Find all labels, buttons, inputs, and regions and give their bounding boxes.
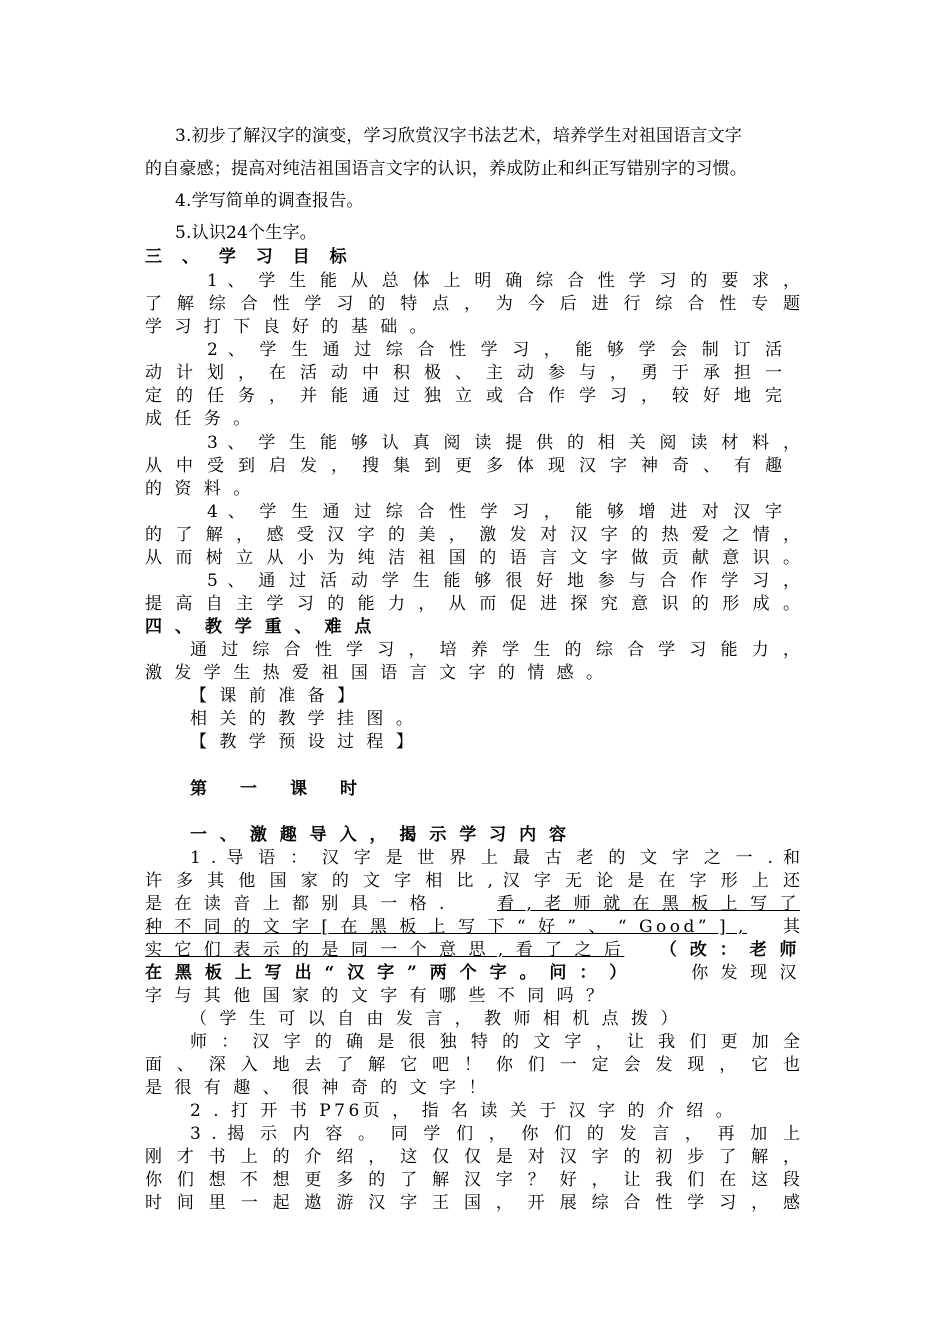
intro-line-7: 字 与 其 他 国 家 的 文 字 有 哪 些 不 同 吗 ？: [145, 986, 607, 1006]
intro-line-4-underlined: 种 不 同 的 文 字 [ 在 黑 板 上 写 下 “ 好 ” 、 “ Good” ] ,: [145, 917, 747, 937]
preparation-body: 相 关 的 教 学 挂 图 。: [190, 709, 417, 729]
goal-4: 4.学写简单的调查报告。: [175, 191, 364, 211]
intro-line-5-revision: （ 改 ： 老 师: [659, 940, 800, 960]
intro-line-3: [145, 893, 800, 915]
intro-line-3-plain: 是 在 读 音 上 都 别 具 一 格 .: [145, 894, 448, 914]
objective-3-line-1: 3 、 学 生 能 够 认 真 阅 读 提 供 的 相 关 阅 读 材 料 ，: [207, 433, 800, 453]
intro-line-5: [145, 939, 800, 961]
step-3-line-2: 刚 才 书 上 的 介 绍 ， 这 仅 仅 是 对 汉 字 的 初 步 了 解 ，: [145, 1147, 800, 1167]
objective-1-line-3: 学 习 打 下 良 好 的 基 础 。: [145, 317, 431, 337]
step-2: 2 . 打 开 书 P76页 ， 指 名 读 关 于 汉 字 的 介 绍 。: [190, 1101, 737, 1121]
step-3-line-3: 你 们 想 不 想 更 多 的 了 解 汉 字 ？ 好 ， 让 我 们 在 这 段: [145, 1170, 800, 1190]
objective-2-line-4: 成 任 务 。: [145, 409, 254, 429]
objective-4-line-3: 从 而 树 立 从 小 为 纯 洁 祖 国 的 语 言 文 字 做 贡 献 意 识 。: [145, 548, 800, 568]
lesson-1-title: 第 一 课 时: [190, 779, 365, 799]
objective-5-line-2: 提 高 自 主 学 习 的 能 力 ， 从 而 促 进 探 究 意 识 的 形 成 。: [145, 594, 800, 614]
key-points-line-1: 通 过 综 合 性 学 习 ， 培 养 学 生 的 综 合 学 习 能 力 ，: [190, 640, 800, 660]
objective-2-line-1: 2 、 学 生 通 过 综 合 性 学 习 ， 能 够 学 会 制 订 活: [207, 340, 782, 360]
objective-1-line-2: 了 解 综 合 性 学 习 的 特 点 ， 为 今 后 进 行 综 合 性 专 题: [145, 294, 800, 314]
objective-2-line-3: 定 的 任 务 ， 并 能 通 过 独 立 或 合 作 学 习 ， 较 好 地 完: [145, 386, 782, 406]
key-points-line-2: 激 发 学 生 热 爱 祖 国 语 言 文 字 的 情 感 。: [145, 663, 607, 683]
teacher-line-3: 是 很 有 趣 、 很 神 奇 的 文 字 ！: [145, 1078, 489, 1098]
objective-4-line-1: 4 、 学 生 通 过 综 合 性 学 习 ， 能 够 增 进 对 汉 字: [207, 502, 782, 522]
intro-line-6-plain: 你 发 现 汉: [691, 963, 800, 983]
objective-2-line-2: 动 计 划 ， 在 活 动 中 积 极 、 主 动 参 与 ， 勇 于 承 担 一: [145, 363, 782, 383]
goal-5: 5.认识24个生字。: [175, 223, 317, 243]
intro-line-3-underlined: 看 , 老 师 就 在 黑 板 上 写 了: [497, 894, 800, 914]
intro-line-4: [145, 916, 800, 938]
objective-4-line-2: 的 了 解 ， 感 受 汉 字 的 美 ， 激 发 对 汉 字 的 热 爱 之 情 ，: [145, 525, 800, 545]
intro-line-5-underlined: 实 它 们 表 示 的 是 同 一 个 意 思 , 看 了 之 后: [145, 940, 625, 960]
step-3-line-4: 时 间 里 一 起 遨 游 汉 字 王 国 ， 开 展 综 合 性 学 习 ， 感: [145, 1193, 800, 1213]
part-1-heading: 一 、 激 趣 导 入 ， 揭 示 学 习 内 容: [190, 825, 570, 845]
objective-1-line-1: 1 、 学 生 能 从 总 体 上 明 确 综 合 性 学 习 的 要 求 ，: [207, 271, 800, 291]
intro-line-6-revision: 在 黑 板 上 写 出 “ 汉 字 ” 两 个 字 。 问 ： ）: [145, 963, 630, 983]
intro-line-4-end: 其: [783, 917, 800, 937]
goal-3-line-1: 3.初步了解汉字的演变，学习欣赏汉字书法艺术，培养学生对祖国语言文字: [175, 126, 743, 146]
process-heading: 【 教 学 预 设 过 程 】: [190, 732, 417, 752]
section-4-heading: 四 、 教 学 重 、 难 点: [145, 617, 375, 637]
teaching-note: （ 学 生 可 以 自 由 发 言 ， 教 师 相 机 点 拨 ）: [190, 1009, 681, 1029]
objective-3-line-2: 从 中 受 到 启 发 ， 搜 集 到 更 多 体 现 汉 字 神 奇 、 有 趣: [145, 456, 782, 476]
intro-line-2: 许 多 其 他 国 家 的 文 字 相 比 , 汉 字 无 论 是 在 字 形 上 还: [145, 871, 800, 891]
step-3-line-1: 3 . 揭 示 内 容 。 同 学 们 ， 你 们 的 发 言 ， 再 加 上: [190, 1124, 800, 1144]
preparation-heading: 【 课 前 准 备 】: [190, 686, 358, 706]
intro-line-6: [145, 962, 800, 984]
intro-line-1: 1 . 导 语 ： 汉 字 是 世 界 上 最 古 老 的 文 字 之 一 . 和: [190, 848, 800, 868]
goal-3-line-2: 的自豪感；提高对纯洁祖国语言文字的认识，养成防止和纠正写错别字的习惯。: [145, 159, 747, 179]
objective-3-line-3: 的 资 料 。: [145, 479, 254, 499]
section-3-heading: 三 、 学 习 目 标: [145, 247, 354, 267]
objective-5-line-1: 5 、 通 过 活 动 学 生 能 够 很 好 地 参 与 合 作 学 习 ，: [207, 571, 800, 591]
teacher-line-1: 师 ： 汉 字 的 确 是 很 独 特 的 文 字 ， 让 我 们 更 加 全: [190, 1032, 800, 1052]
teacher-line-2: 面 、 深 入 地 去 了 解 它 吧 ！ 你 们 一 定 会 发 现 ， 它 也: [145, 1055, 800, 1075]
